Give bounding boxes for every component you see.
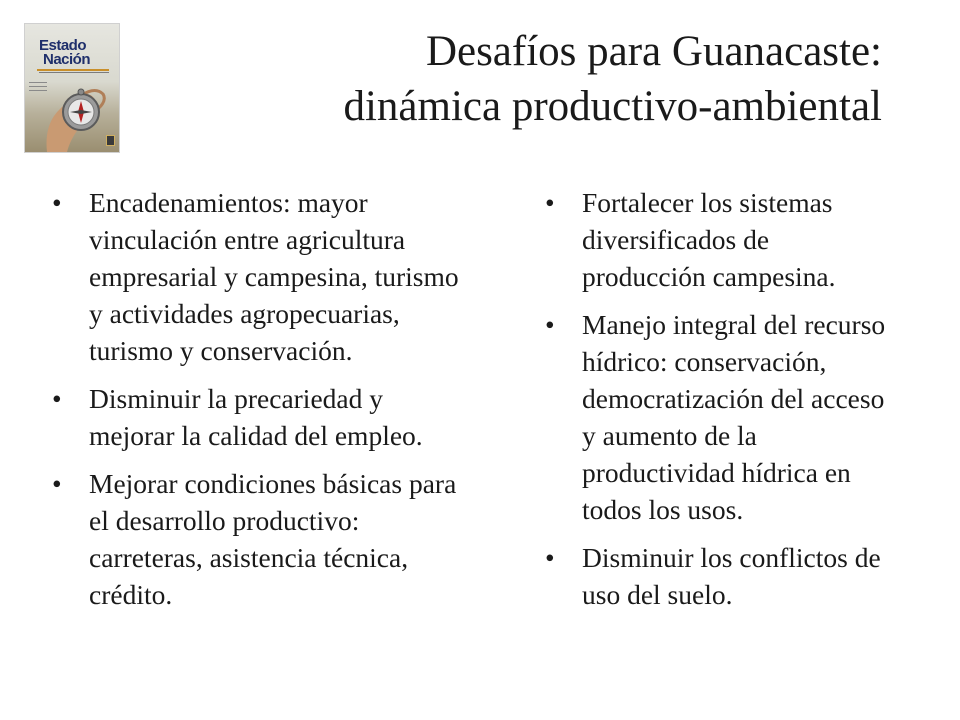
list-item [52, 380, 472, 454]
bullet-icon: • [545, 542, 555, 573]
bullet-text: Disminuir la precariedad y mejorar la calidad del empleo. [89, 383, 423, 451]
logo-badge [106, 135, 115, 146]
bullet-icon: • [52, 187, 62, 218]
right-bullet-list [545, 184, 890, 624]
logo-text-line [29, 82, 47, 83]
logo-accent-bar [37, 69, 109, 71]
list-item [52, 465, 472, 613]
logo-text-line [29, 86, 47, 87]
list-item [545, 184, 890, 295]
list-item [545, 306, 890, 528]
bullet-icon: • [52, 383, 62, 414]
logo-tagline-line [39, 72, 109, 73]
estado-nacion-logo [24, 23, 120, 153]
slide-title-line-2: dinámica productivo-ambiental [343, 83, 882, 130]
list-item [545, 539, 890, 613]
list-item [52, 184, 472, 369]
left-bullet-list [52, 184, 472, 624]
bullet-text: Disminuir los conflictos de uso del suelo. [582, 542, 881, 610]
slide-title [262, 24, 882, 134]
bullet-icon: • [52, 468, 62, 499]
logo-word-nacion: Nación [43, 51, 91, 68]
bullet-icon: • [545, 187, 555, 218]
logo-word-estado: Estado [39, 37, 87, 54]
bullet-text: Encadenamientos: mayor vinculación entre agricultura empresarial y campesina, turismo y actividades agropecuarias, turismo y conservación. [89, 187, 459, 366]
logo-text-line [29, 90, 47, 91]
bullet-text: Manejo integral del recurso hídrico: conservación, democratización del acceso y aumento de la productividad hídrica en todos los usos. [582, 309, 886, 525]
slide-title-line-1: Desafíos para Guanacaste: [425, 28, 882, 75]
bullet-text: Mejorar condiciones básicas para el desarrollo productivo: carreteras, asistencia técnica, crédito. [89, 468, 457, 610]
bullet-text: Fortalecer los sistemas diversificados de producción campesina. [582, 187, 836, 292]
bullet-icon: • [545, 309, 555, 340]
